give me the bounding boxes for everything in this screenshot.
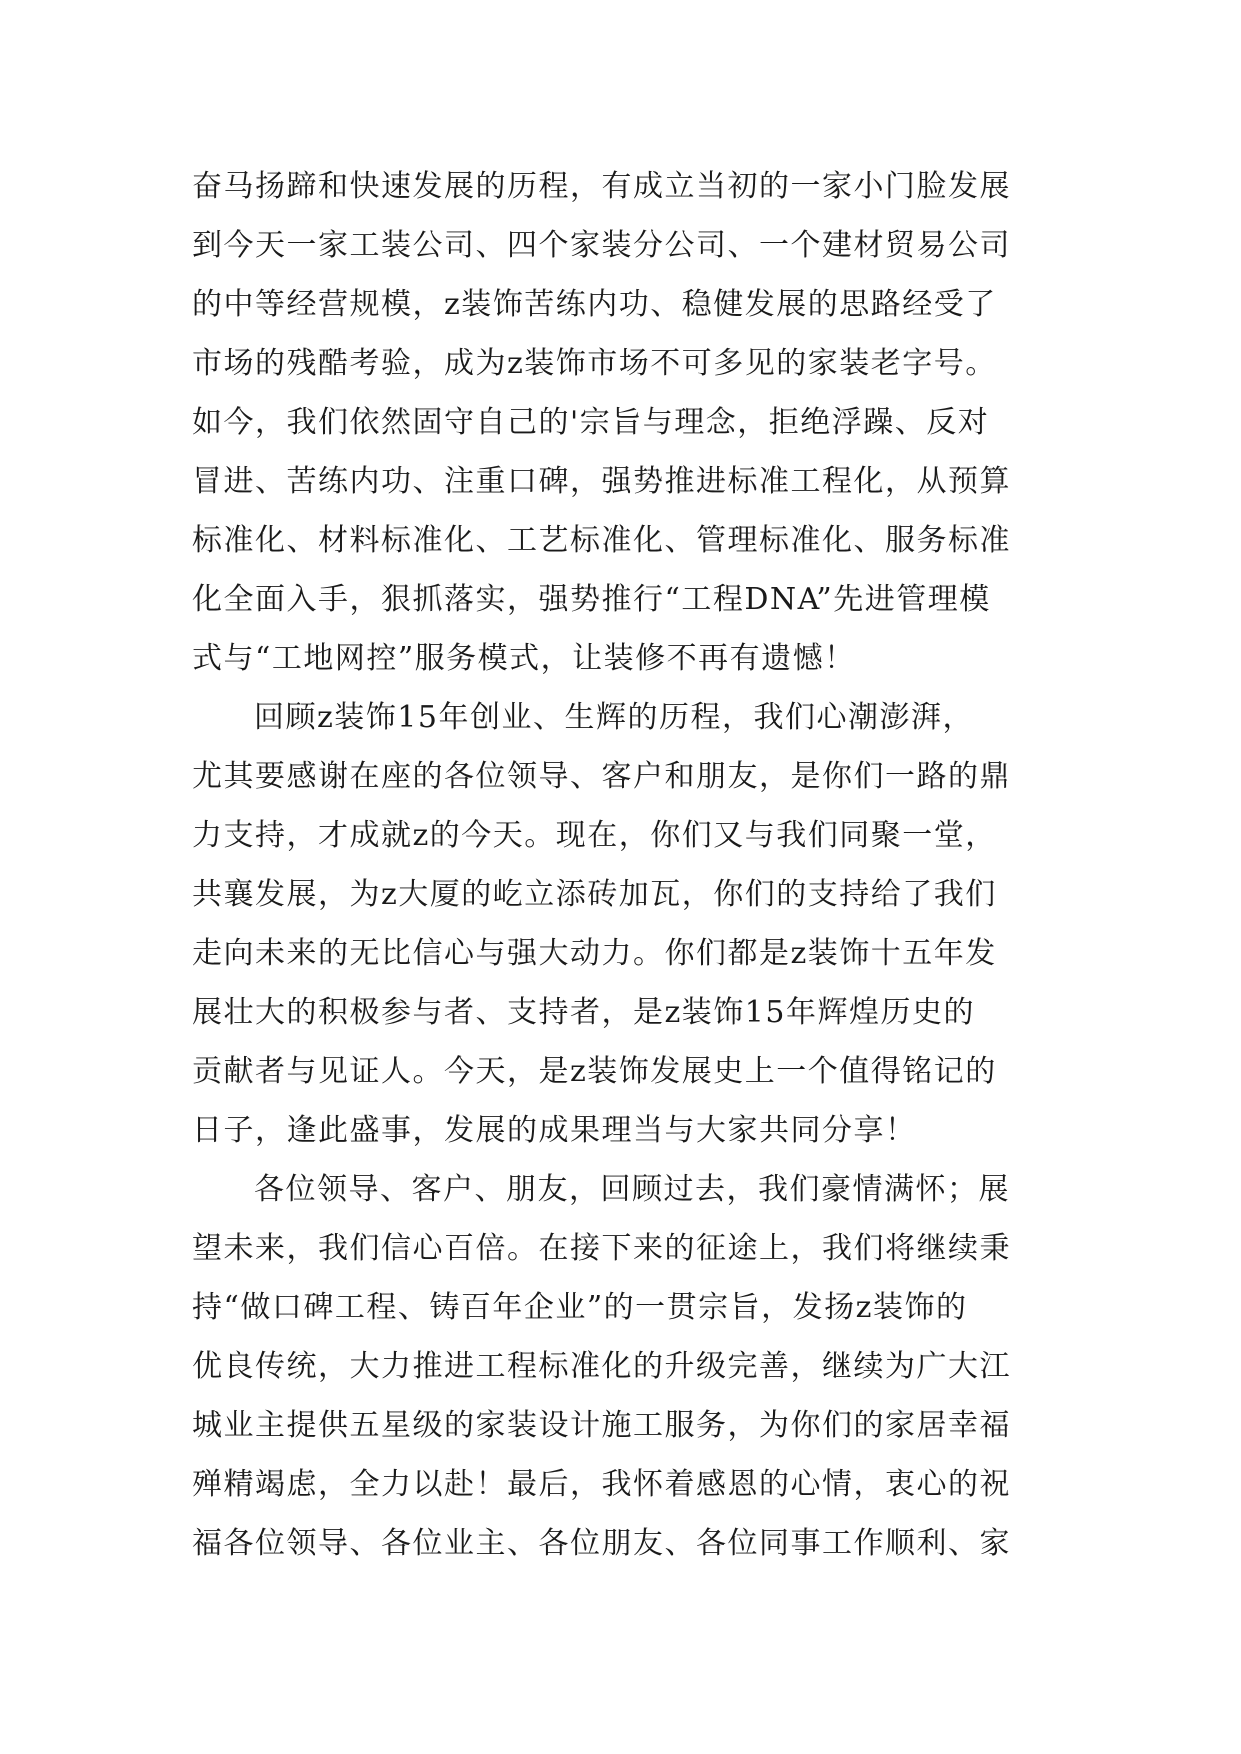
text-line: 如今，我们依然固守自己的'宗旨与理念，拒绝浮躁、反对	[192, 405, 990, 440]
text-line: 殚精竭虑，全力以赴！最后，我怀着感恩的心情，衷心的祝	[192, 1467, 1011, 1502]
paragraph-start-line: 各位领导、客户、朋友，回顾过去，我们豪情满怀；展	[254, 1172, 1010, 1207]
text-line: 冒进、苦练内功、注重口碑，强势推进标准工程化，从预算	[192, 464, 1011, 499]
text-line: 共襄发展，为z大厦的屹立添砖加瓦，你们的支持给了我们	[192, 877, 997, 912]
body-text	[192, 157, 1072, 1573]
text-line: 的中等经营规模，z装饰苦练内功、稳健发展的思路经受了	[192, 287, 997, 322]
text-line: 城业主提供五星级的家装设计施工服务，为你们的家居幸福	[192, 1408, 1011, 1443]
text-line: 贡献者与见证人。今天，是z装饰发展史上一个值得铭记的	[192, 1054, 997, 1089]
text-line: 尤其要感谢在座的各位领导、客户和朋友，是你们一路的鼎	[192, 759, 1011, 794]
text-line: 持“做口碑工程、铸百年企业”的一贯宗旨，发扬z装饰的	[192, 1290, 968, 1325]
text-line: 日子，逢此盛事，发展的成果理当与大家共同分享！	[192, 1113, 917, 1148]
text-line: 优良传统，大力推进工程标准化的升级完善，继续为广大江	[192, 1349, 1011, 1384]
text-line: 化全面入手，狠抓落实，强势推行“工程DNA”先进管理模	[192, 582, 991, 617]
text-line: 福各位领导、各位业主、各位朋友、各位同事工作顺利、家	[192, 1526, 1011, 1561]
text-line: 式与“工地网控”服务模式，让装修不再有遗憾！	[192, 641, 856, 676]
text-line: 力支持，才成就z的今天。现在，你们又与我们同聚一堂，	[192, 818, 997, 853]
text-line: 望未来，我们信心百倍。在接下来的征途上，我们将继续秉	[192, 1231, 1011, 1266]
paragraph-start-line: 回顾z装饰15年创业、生辉的历程，我们心潮澎湃，	[254, 700, 974, 735]
text-line: 奋马扬蹄和快速发展的历程，有成立当初的一家小门脸发展	[192, 169, 1011, 204]
text-line: 标准化、材料标准化、工艺标准化、管理标准化、服务标准	[192, 523, 1011, 558]
text-line: 走向未来的无比信心与强大动力。你们都是z装饰十五年发	[192, 936, 997, 971]
text-line: 展壮大的积极参与者、支持者，是z装饰15年辉煌历史的	[192, 995, 975, 1030]
text-line: 市场的残酷考验，成为z装饰市场不可多见的家装老字号。	[192, 346, 997, 381]
text-line: 到今天一家工装公司、四个家装分公司、一个建材贸易公司	[192, 228, 1011, 263]
